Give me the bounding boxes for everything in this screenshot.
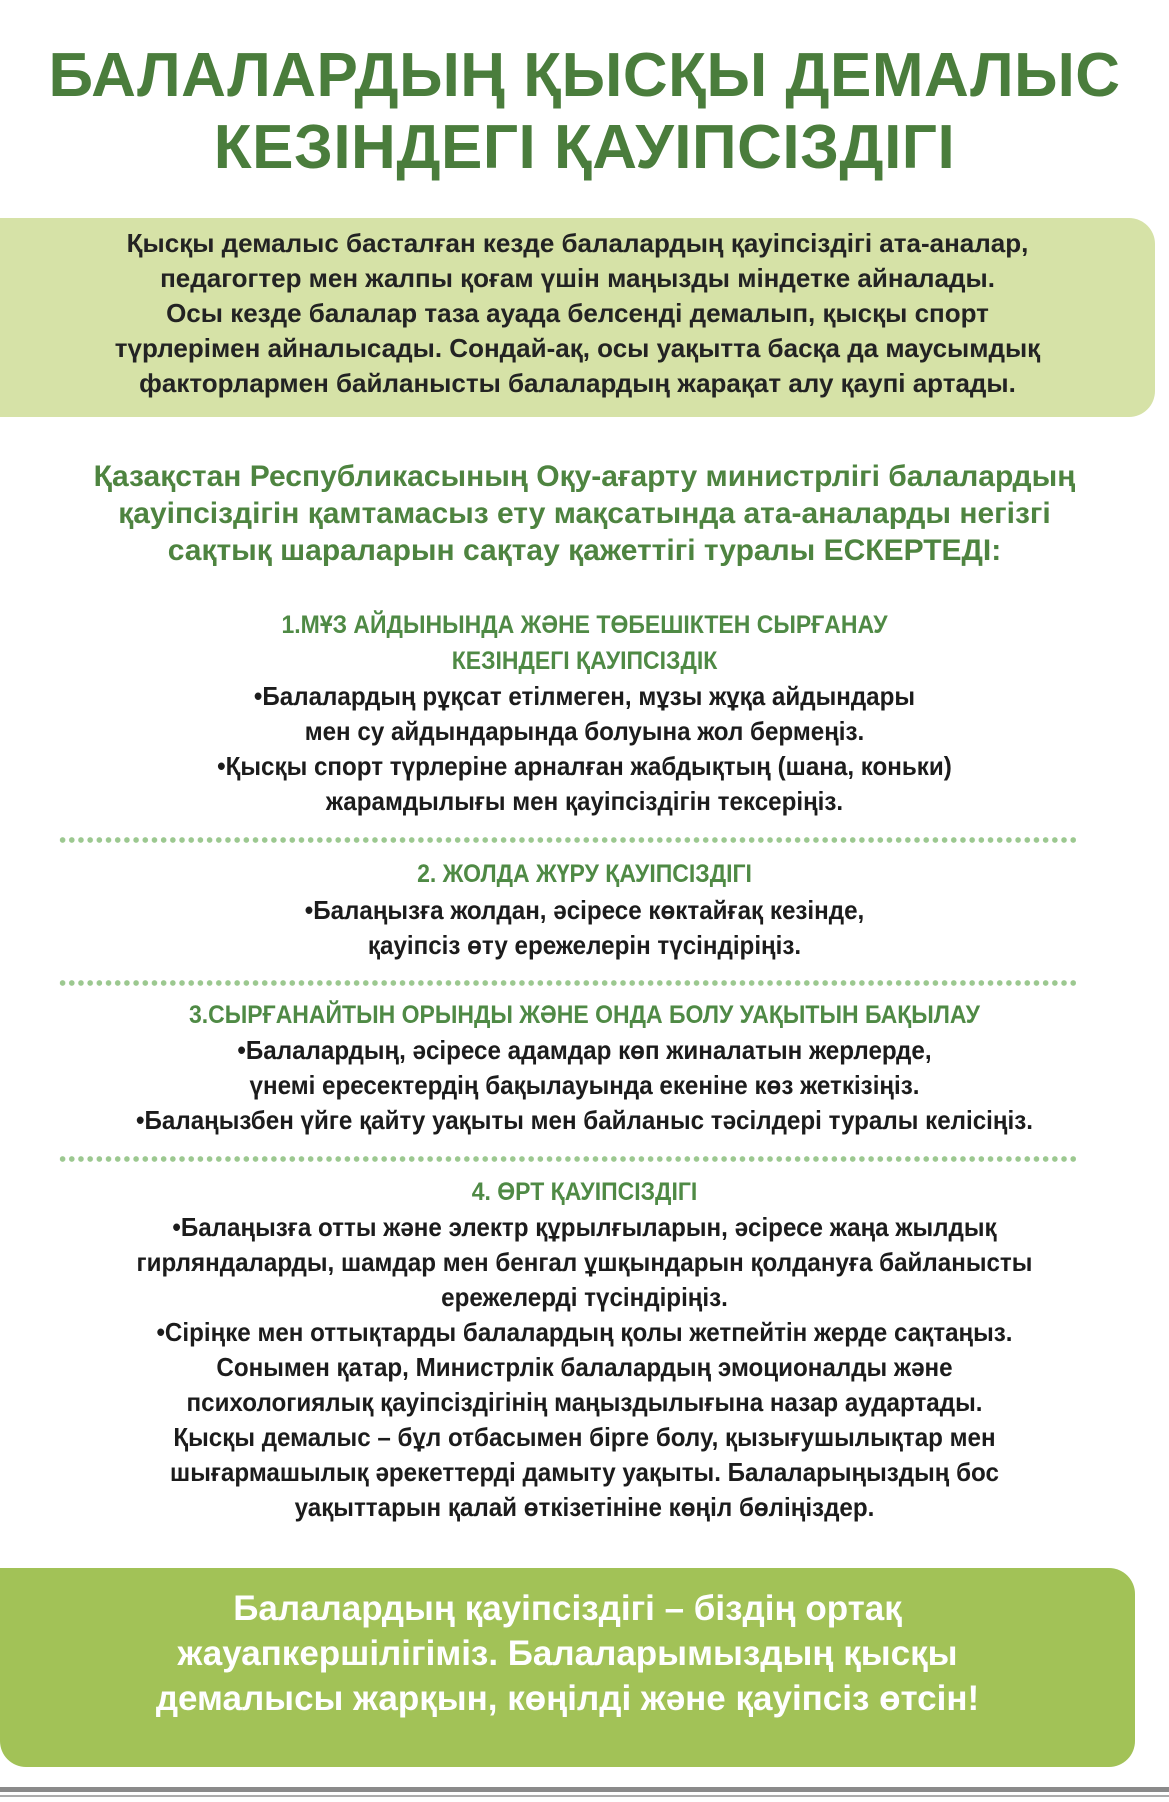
- closing-line: психологиялық қауіпсіздігінің маңыздылығына назар аудартады.: [186, 1387, 983, 1417]
- footer-rule: [0, 1787, 1169, 1792]
- intro-line: Осы кезде балалар таза ауада белсенді демалып, қысқы спорт: [166, 298, 989, 328]
- banner-line: Балалардың қауіпсіздігі – біздің ортақ: [233, 1589, 902, 1628]
- ministry-warning: [0, 458, 1169, 569]
- footer-rule-thin: [0, 1795, 1169, 1797]
- section-1-heading: [47, 607, 1122, 679]
- banner-line: демалысы жарқын, көңілді және қауіпсіз өтсін!: [155, 1679, 980, 1718]
- bullet-line: қауіпсіз өту ережелерін түсіндіріңіз.: [367, 930, 802, 960]
- bullet-line: жарамдылығы мен қауіпсіздігін тексеріңіз.: [325, 786, 844, 816]
- section-heading-line: КЕЗІНДЕГІ ҚАУІПСІЗДІК: [451, 647, 718, 675]
- bullet-line: •Балаңызға жолдан, әсіресе көктайғақ кезінде,: [304, 895, 865, 925]
- ministry-line: қауіпсіздігін қамтамасыз ету мақсатында ата-аналарды негізгі: [118, 497, 1051, 530]
- bullet-line: •Балалардың рұқсат етілмеген, мұзы жұқа айдындары: [253, 681, 916, 711]
- section-heading-line: 2. ЖОЛДА ЖҮРУ ҚАУІПСІЗДІГІ: [417, 860, 752, 888]
- section-heading-line: 1.МҰЗ АЙДЫНЫНДА ЖӘНЕ ТӨБЕШІКТЕН СЫРҒАНАУ: [281, 611, 888, 639]
- bullet-line: үнемі ересектердің бақылауында екеніне көз жеткізіңіз.: [249, 1070, 920, 1100]
- bullet-line: •Сіріңке мен оттықтарды балалардың қолы жетпейтін жерде сақтаңыз.: [156, 1317, 1013, 1347]
- dotted-divider: [58, 837, 1076, 843]
- bullet-line: ережелерді түсіндіріңіз.: [441, 1282, 728, 1312]
- section-heading-line: 3.СЫРҒАНАЙТЫН ОРЫНДЫ ЖӘНЕ ОНДА БОЛУ УАҚЫТЫН БАҚЫЛАУ: [189, 1001, 980, 1029]
- intro-line: факторлармен байланысты балалардың жарақат алу қаупі артады.: [139, 368, 1016, 398]
- ministry-line: сақтық шараларын сақтау қажеттігі туралы ЕСКЕРТЕДІ:: [167, 534, 1002, 567]
- bullet-line: •Балаңызға отты және электр құрылғыларын, әсіресе жаңа жылдық: [172, 1212, 997, 1242]
- closing-banner-text: [0, 1586, 1135, 1721]
- page-title-line-1: БАЛАЛАРДЫҢ ҚЫСҚЫ ДЕМАЛЫС: [48, 41, 1121, 110]
- closing-line: шығармашылық әрекеттерді дамыту уақыты. Балаларыңыздың бос: [170, 1457, 999, 1487]
- bullet-line: •Балаңызбен үйге қайту уақыты мен байланыс тәсілдері туралы келісіңіз.: [136, 1105, 1033, 1135]
- dotted-divider: [58, 980, 1076, 986]
- section-3-body: [41, 1033, 1128, 1138]
- section-4-body: [41, 1210, 1128, 1525]
- bullet-line: мен су айдындарында болуына жол бермеңіз.: [304, 716, 865, 746]
- ministry-line: Қазақстан Республикасының Оқу-ағарту министрлігі балалардың: [93, 460, 1076, 493]
- dotted-divider: [58, 1156, 1076, 1162]
- bullet-line: •Балалардың, әсіресе адамдар көп жиналатын жерлерде,: [237, 1035, 932, 1065]
- section-2-heading: [47, 856, 1122, 892]
- section-heading-line: 4. ӨРТ ҚАУІПСІЗДІГІ: [471, 1178, 698, 1206]
- bullet-line: •Қысқы спорт түрлеріне арналған жабдықтың (шана, коньки): [217, 751, 952, 781]
- closing-line: уақыттарын қалай өткізетініне көңіл бөліңіздер.: [294, 1492, 875, 1522]
- section-3-heading: [47, 997, 1122, 1033]
- banner-line: жауапкершілігіміз. Балаларымыздың қысқы: [177, 1634, 958, 1673]
- closing-line: Сонымен қатар, Министрлік балалардың эмоционалды және: [216, 1352, 953, 1382]
- page-title-line-2: КЕЗІНДЕГІ ҚАУІПСІЗДІГІ: [213, 113, 956, 182]
- page-title: [0, 40, 1169, 184]
- intro-paragraph: [0, 226, 1155, 401]
- intro-line: Қысқы демалыс басталған кезде балалардың қауіпсіздігі ата-аналар,: [126, 228, 1029, 258]
- intro-line: түрлерімен айналысады. Сондай-ақ, осы уақытта басқа да маусымдық: [114, 333, 1041, 363]
- intro-line: педагогтер мен жалпы қоғам үшін маңызды міндетке айналады.: [160, 263, 995, 293]
- section-4-heading: [47, 1174, 1122, 1210]
- section-1-body: [41, 679, 1128, 819]
- section-2-body: [41, 893, 1128, 963]
- closing-line: Қысқы демалыс – бұл отбасымен бірге болу, қызығушылықтар мен: [173, 1422, 996, 1452]
- bullet-line: гирляндаларды, шамдар мен бенгал ұшқындарын қолдануға байланысты: [136, 1247, 1033, 1277]
